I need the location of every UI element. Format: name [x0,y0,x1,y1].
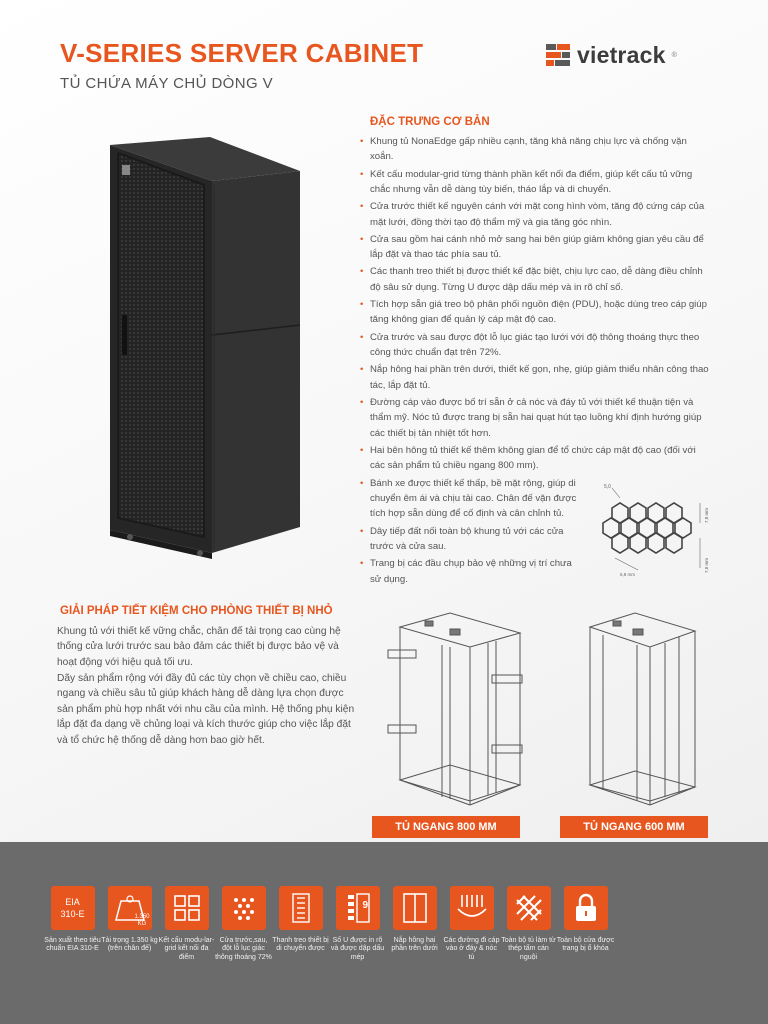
feature-item: • Nắp hông hai phần trên dưới, thiết kế gọn, nhẹ, giúp giảm thiểu nhân công thao tác, lắp đặt tủ. [360,362,710,393]
feature-item: • Trang bị các đầu chụp bảo vệ những vị trí chưa sử dụng. [360,556,585,587]
icon-caption: Toàn bộ cửa được trang bị ổ khóa [556,937,615,953]
icon-caption: Toàn bộ tủ làm từ thép tấm cán nguội [501,937,556,961]
feature-item: • Tích hợp sẵn giá treo bộ phân phối nguồn điện (PDU), hoặc dùng treo cáp giúp tăng không gian để quản lý cáp mật độ cao. [360,297,710,328]
lock-icon [564,886,608,930]
icon-caption: Thanh treo thiết bị di chuyển được [272,937,329,953]
feature-item: • Cửa trước và sau được đột lỗ lục giác tạo lưới với độ thông thoáng thực theo công thức chuẩn đạt trên 72%. [360,330,710,361]
page-subtitle: TỦ CHỨA MÁY CHỦ DÒNG V [60,75,274,92]
feature-item: • Dây tiếp đất nối toàn bộ khung tủ với các cửa trước và cửa sau. [360,524,585,555]
icon-feature [215,886,272,962]
feature-item: • Kết cấu modular-grid từng thành phần kết nối đa điểm, giúp kết cấu tủ vững chắc nhưng vẫn dễ dàng tùy biến, tháo lắp và di chuyển. [360,167,710,198]
server-cabinet-image [100,135,310,560]
hex-dim-d: 6,8 mm [620,572,636,577]
width-600-button[interactable]: TỦ NGANG 600 MM [560,816,708,838]
icon-feature [556,886,615,962]
hex-mesh-icon [222,886,266,930]
icon-caption: Các đường đi cáp vào ở đáy & nóc tủ [443,937,500,961]
solution-paragraph-2: Dãy sản phẩm rộng với đầy đủ các tùy chọn về chiều cao, chiều ngang và chiều sâu tủ giúp khách hàng dễ dàng lựa chọn được sản phẩm phù hợp nhất với nhu cầu của mình. Hệ thống phụ kiện lắp đặt đa dạng về chủng loại và kích thước giúp cho việc lắp đặt và tổ chức hệ thống dễ dàng hơn bao giờ hết. [57,673,355,746]
brand-logo [545,42,677,69]
icon-caption: Sản xuất theo tiêu chuẩn EIA 310-E [44,937,101,953]
icon-feature [44,886,101,962]
cabinet-frame-800-drawing [380,605,530,810]
hex-dim-b: 7,8 mm [704,507,709,523]
feature-item: • Các thanh treo thiết bị được thiết kế đặc biệt, chịu lực cao, dễ dàng điều chỉnh độ sâu sử dụng. Từng U được dập dấu mép và in rõ chỉ số. [360,264,710,295]
page-title: V-SERIES SERVER CABINET [60,38,424,68]
icon-caption: Cửa trước,sau, đột lỗ lục giác thông thoáng 72% [215,937,272,961]
icon-feature [390,886,439,962]
eia-label: EIA 310-E [60,897,85,919]
icon-feature [158,886,215,962]
feature-item: • Cửa sau gồm hai cánh nhỏ mở sang hai bên giúp giảm không gian yêu cầu để lắp đặt và thao tác phía sau tủ. [360,232,710,263]
feature-item: • Bánh xe được thiết kế thấp, bề mặt rộng, giúp di chuyển êm ái và chịu tải cao. Chân đế vặn được tích hợp sẵn dùng để cố định và cân chỉnh tủ. [360,476,585,522]
feature-item: • Đường cáp vào được bố trí sẵn ở cả nóc và đáy tủ với thiết kế thuận tiện và thẩm mỹ. Nóc tủ được trang bị sẵn hai quạt hút tạo luồng khí định hướng giúp các thiết bị tản nhiệt tốt hơn. [360,395,710,441]
cabinet-frame-600-drawing [575,605,705,810]
cable-entry-icon [450,886,494,930]
mount-rail-icon [279,886,323,930]
hex-dim-a: 5,0 [604,484,611,490]
icon-feature [501,886,556,962]
hex-pattern-diagram [590,478,720,578]
load-weight-label: 1.350 KG [134,914,150,927]
solution-title: GIẢI PHÁP TIẾT KIỆM CHO PHÒNG THIẾT BỊ NHỎ [60,605,333,617]
feature-item: • Cửa trước thiết kế nguyên cánh với mặt cong hình vòm, tăng độ cứng cáp của mặt lưới, đồng thời tạo độ thẩm mỹ và gia tăng góc nhìn. [360,199,710,230]
icon-caption: Tải trọng 1.350 kg (trên chân đế) [101,937,158,953]
u-marking-icon [336,886,380,930]
icon-feature [272,886,329,962]
side-panel-icon [393,886,437,930]
width-800-button[interactable]: TỦ NGANG 800 MM [372,816,520,838]
feature-item: • Khung tủ NonaEdge gấp nhiều cạnh, tăng khả năng chịu lực và chống vặn xoắn. [360,134,710,165]
features-title: ĐẶC TRƯNG CƠ BẢN [370,116,490,128]
solution-paragraph-1: Khung tủ với thiết kế vững chắc, chân đế tải trọng cao cùng hệ thống cửa lưới trước sau bảo đảm các thiết bị được bảo vệ và hoạt động với hiệu quả tối ưu. [57,626,341,668]
logo-mark-icon [545,43,571,69]
icon-caption: Nắp hông hai phần trên dưới [391,937,438,953]
modular-frame-icon [165,886,209,930]
icon-caption: Kết cấu modu-lar-grid kết nối đa điểm [158,937,215,961]
logo-registered-mark: ® [671,52,677,59]
u-number-label: 9 [362,900,369,911]
eia-standard-icon [51,886,95,930]
feature-item: • Hai bên hông tủ thiết kế thêm không gian để tổ chức cáp mật độ cao (đối với các sản phẩm tủ chiều ngang 800 mm). [360,443,710,474]
hex-dim-c: 7,8 mm [704,557,709,573]
logo-text: vietrack [577,42,666,68]
icon-feature [443,886,500,962]
icon-feature [330,886,385,962]
icon-caption: Số U được in rõ và được dập dấu mép [330,937,385,961]
cold-rolled-steel-icon [507,886,551,930]
